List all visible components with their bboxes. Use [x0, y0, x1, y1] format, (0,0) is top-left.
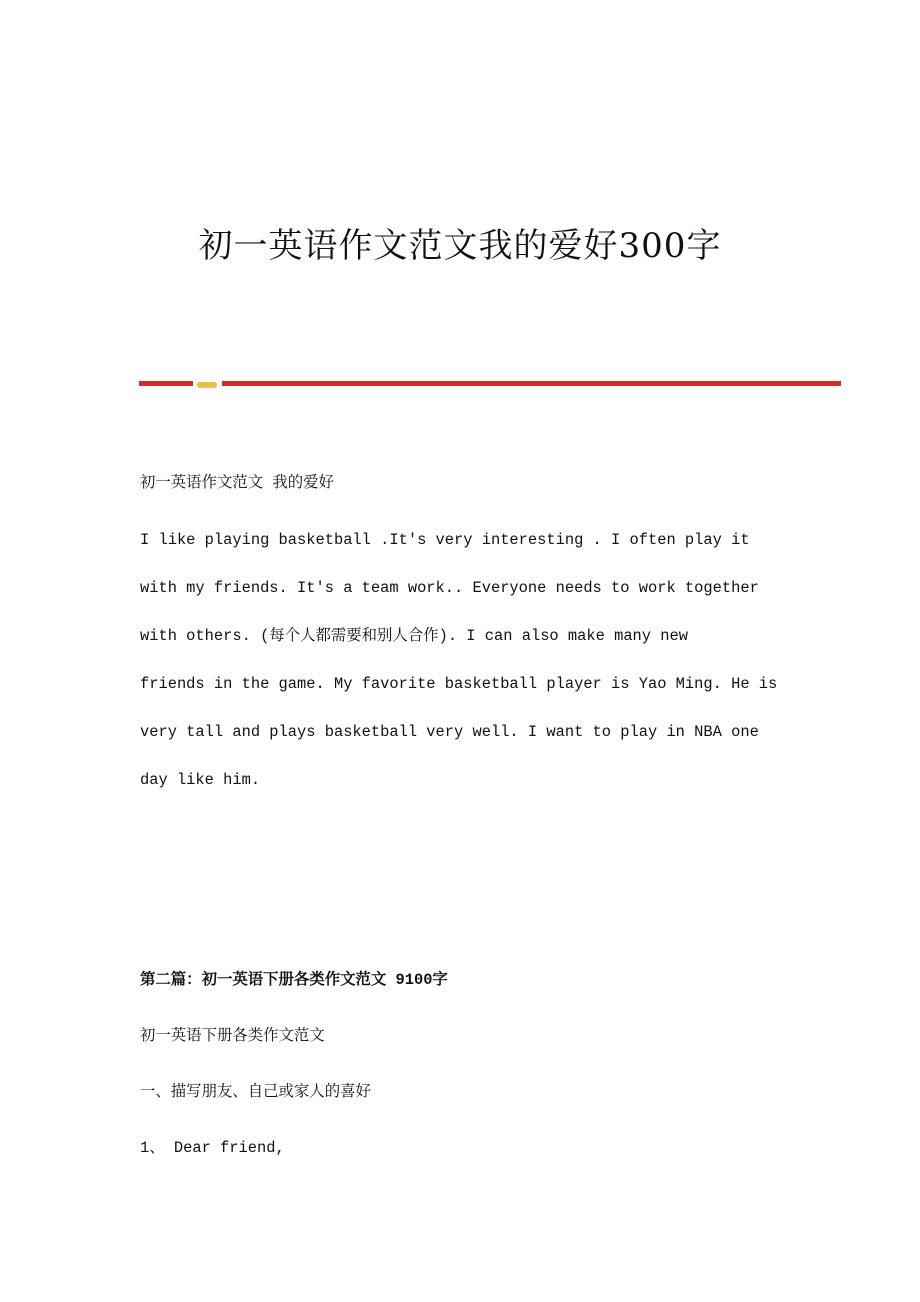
paragraph-line: I like playing basketball .It's very interesting . I often play it: [140, 531, 750, 549]
paragraph-line: very tall and plays basketball very well. I want to play in NBA one: [140, 723, 759, 741]
document-title: 初一英语作文范文我的爱好300字: [198, 226, 722, 266]
section-heading: 初一英语作文范文 我的爱好: [140, 474, 334, 492]
title-divider: [139, 381, 841, 387]
paragraph-line: with my friends. It's a team work.. Everyone needs to work together: [140, 579, 759, 597]
divider-bar-left: [139, 381, 193, 386]
paragraph-line: day like him.: [140, 771, 261, 789]
paragraph-line: with others. (每个人都需要和别人合作). I can also make many new: [140, 627, 688, 645]
item-heading: 一、描写朋友、自己或家人的喜好: [140, 1083, 371, 1101]
divider-ornament-icon: [197, 382, 217, 387]
paragraph-line: friends in the game. My favorite basketball player is Yao Ming. He is: [140, 675, 778, 693]
section-2-heading: 第二篇：初一英语下册各类作文范文 9100字: [140, 971, 448, 989]
section-2-subheading: 初一英语下册各类作文范文: [140, 1027, 325, 1045]
item-1: 1、 Dear friend,: [140, 1139, 285, 1157]
divider-bar-right: [222, 381, 841, 386]
